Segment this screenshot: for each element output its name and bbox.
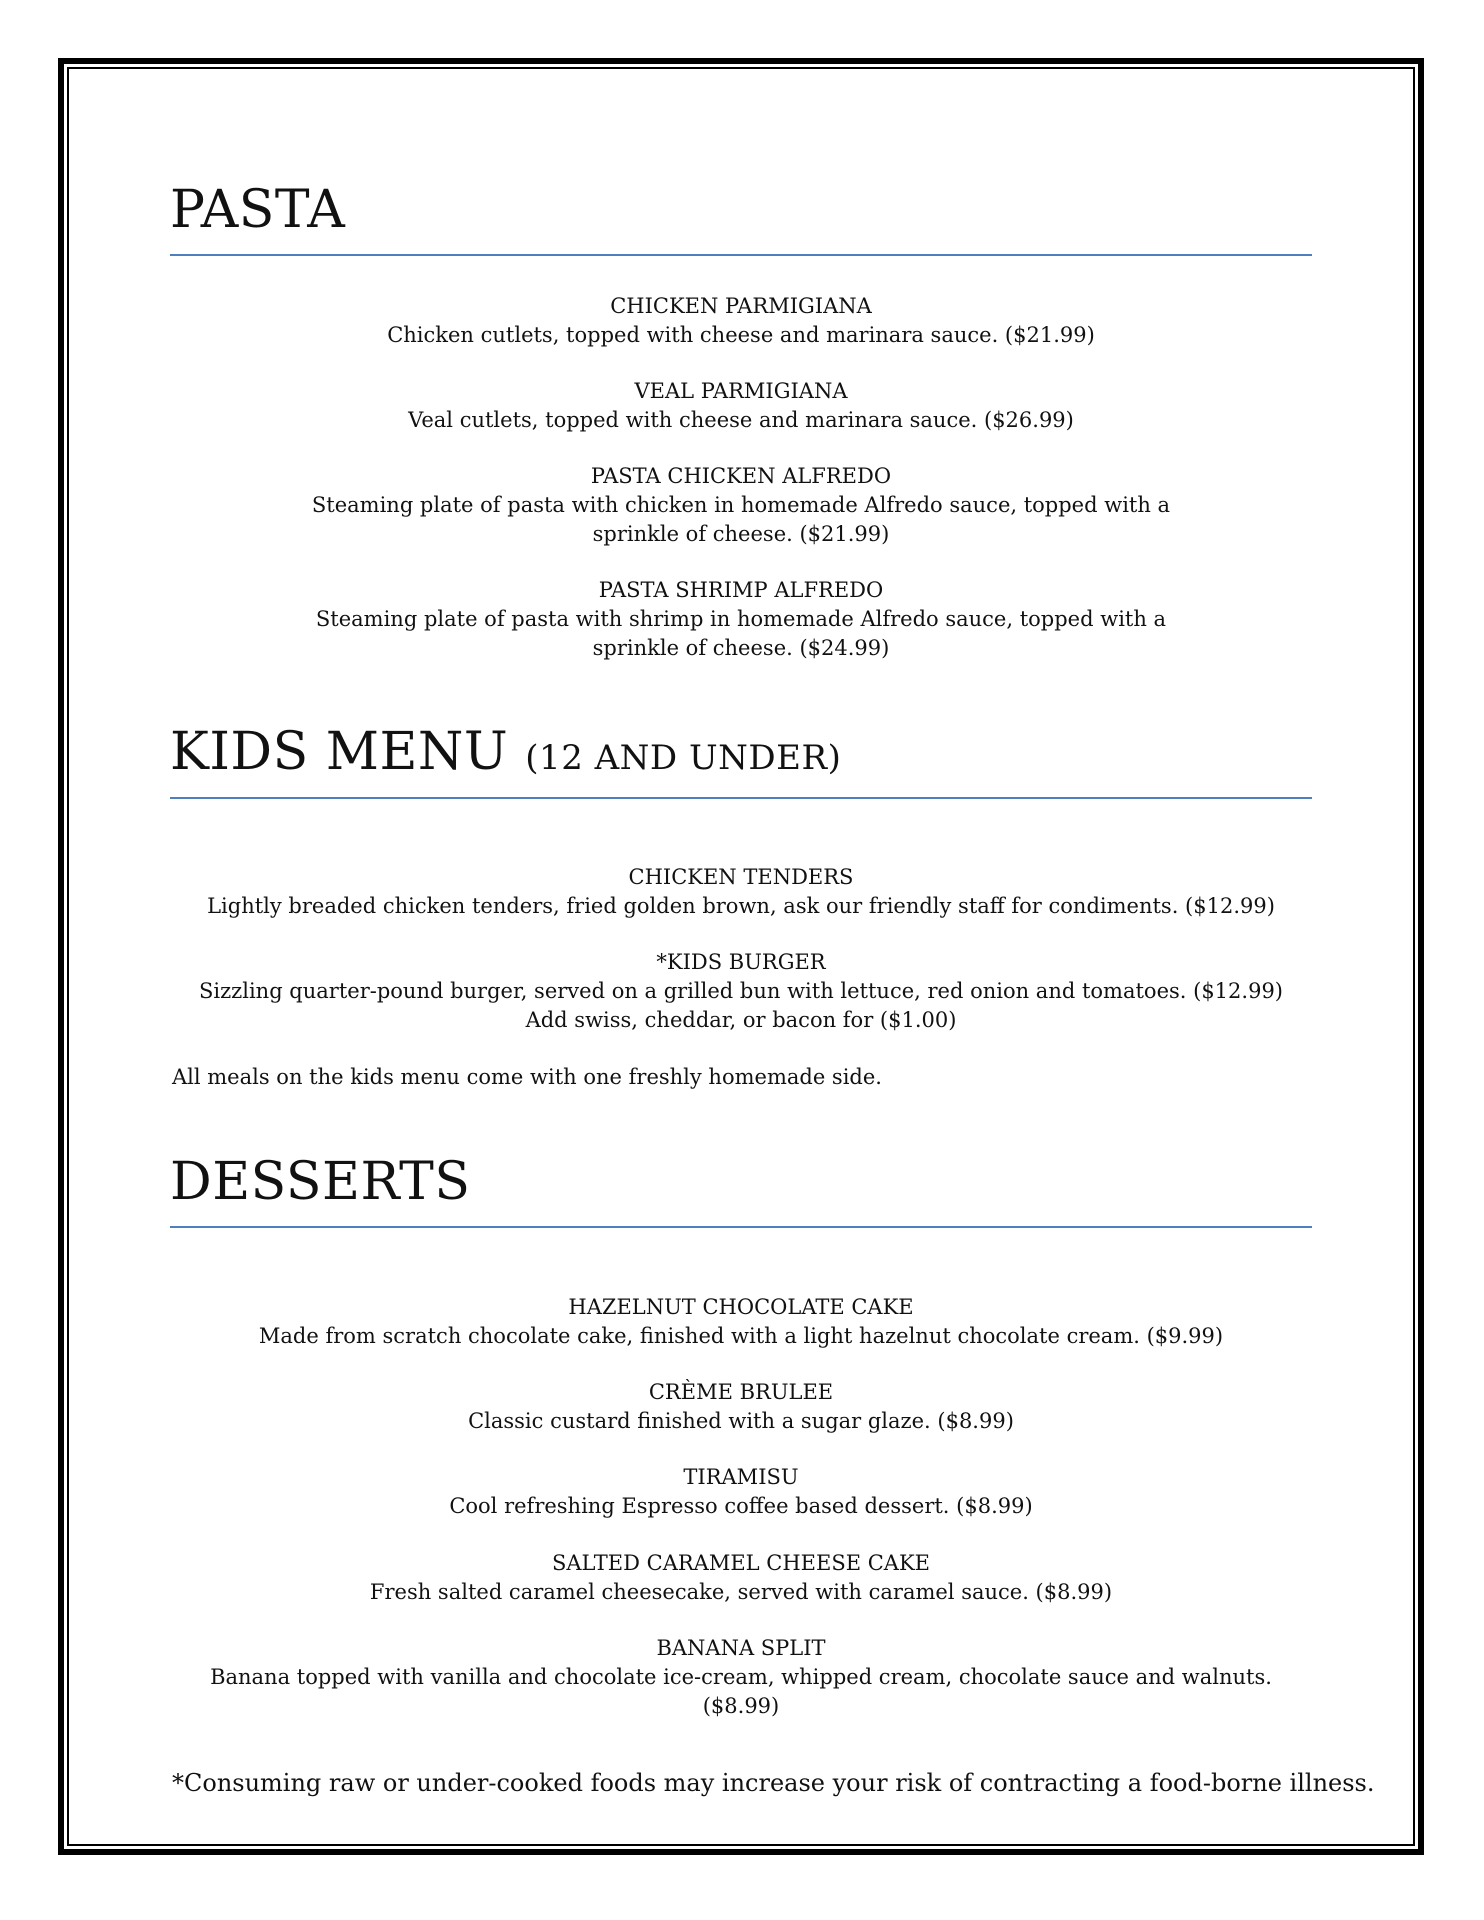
item-name: PASTA CHICKEN ALFREDO	[590, 464, 892, 488]
item-name: SALTED CARAMEL CHEESE CAKE	[552, 1551, 930, 1575]
desserts-divider	[170, 1226, 1312, 1228]
item-name: CHICKEN PARMIGIANA	[610, 294, 872, 318]
item-description: Lightly breaded chicken tenders, fried golden brown, ask our friendly staff for condiments. ($12.99)	[207, 894, 1275, 918]
menu-item	[170, 377, 1312, 435]
item-name: VEAL PARMIGIANA	[634, 379, 848, 403]
item-name: CHICKEN TENDERS	[628, 865, 854, 889]
menu-item	[280, 462, 1202, 549]
menu-item	[170, 1378, 1312, 1436]
menu-item	[170, 1293, 1312, 1351]
kids-divider	[170, 797, 1312, 799]
pasta-heading: PASTA	[170, 180, 346, 240]
item-name: CRÈME BRULEE	[648, 1380, 834, 1404]
item-description: Sizzling quarter-pound burger, served on a grilled bun with lettuce, red onion and tomatoes. ($12.99)	[199, 979, 1283, 1003]
menu-item	[170, 292, 1312, 350]
desserts-heading: DESSERTS	[170, 1152, 471, 1212]
item-name: TIRAMISU	[683, 1465, 799, 1489]
item-description: Steaming plate of pasta with shrimp in homemade Alfredo sauce, topped with a sprinkle of cheese. ($24.99)	[315, 607, 1167, 660]
item-description: Chicken cutlets, topped with cheese and marinara sauce. ($21.99)	[387, 323, 1095, 347]
item-description: Veal cutlets, topped with cheese and marinara sauce. ($26.99)	[408, 408, 1074, 432]
item-name: HAZELNUT CHOCOLATE CAKE	[568, 1295, 914, 1319]
menu-item	[170, 863, 1312, 921]
pasta-divider	[170, 254, 1312, 256]
menu-item	[170, 1634, 1312, 1721]
kids-menu-note: All meals on the kids menu come with one freshly homemade side.	[172, 1065, 882, 1089]
item-description: Cool refreshing Espresso coffee based dessert. ($8.99)	[449, 1494, 1033, 1518]
food-safety-disclaimer: *Consuming raw or under-cooked foods may increase your risk of contracting a food-borne illness.	[172, 1769, 1375, 1797]
item-addon: Add swiss, cheddar, or bacon for ($1.00)	[525, 1008, 957, 1032]
menu-item	[170, 948, 1312, 1035]
menu-item	[170, 1549, 1312, 1607]
kids-menu-heading: KIDS MENU (12 AND UNDER)	[170, 722, 842, 782]
menu-item	[170, 1463, 1312, 1521]
kids-age-note: (12 AND UNDER)	[525, 738, 842, 778]
item-name: *KIDS BURGER	[656, 950, 826, 974]
item-name: BANANA SPLIT	[656, 1636, 826, 1660]
item-description: Fresh salted caramel cheesecake, served with caramel sauce. ($8.99)	[369, 1580, 1113, 1604]
item-description: Steaming plate of pasta with chicken in homemade Alfredo sauce, topped with a sprinkle of cheese. ($21.99)	[311, 493, 1171, 546]
item-description: Classic custard finished with a sugar glaze. ($8.99)	[468, 1409, 1014, 1433]
item-description: Made from scratch chocolate cake, finished with a light hazelnut chocolate cream. ($9.99)	[258, 1324, 1224, 1348]
item-name: PASTA SHRIMP ALFREDO	[598, 578, 884, 602]
item-description: Banana topped with vanilla and chocolate ice-cream, whipped cream, chocolate sauce and walnuts. ($8.99)	[210, 1665, 1272, 1718]
menu-item	[280, 576, 1202, 663]
